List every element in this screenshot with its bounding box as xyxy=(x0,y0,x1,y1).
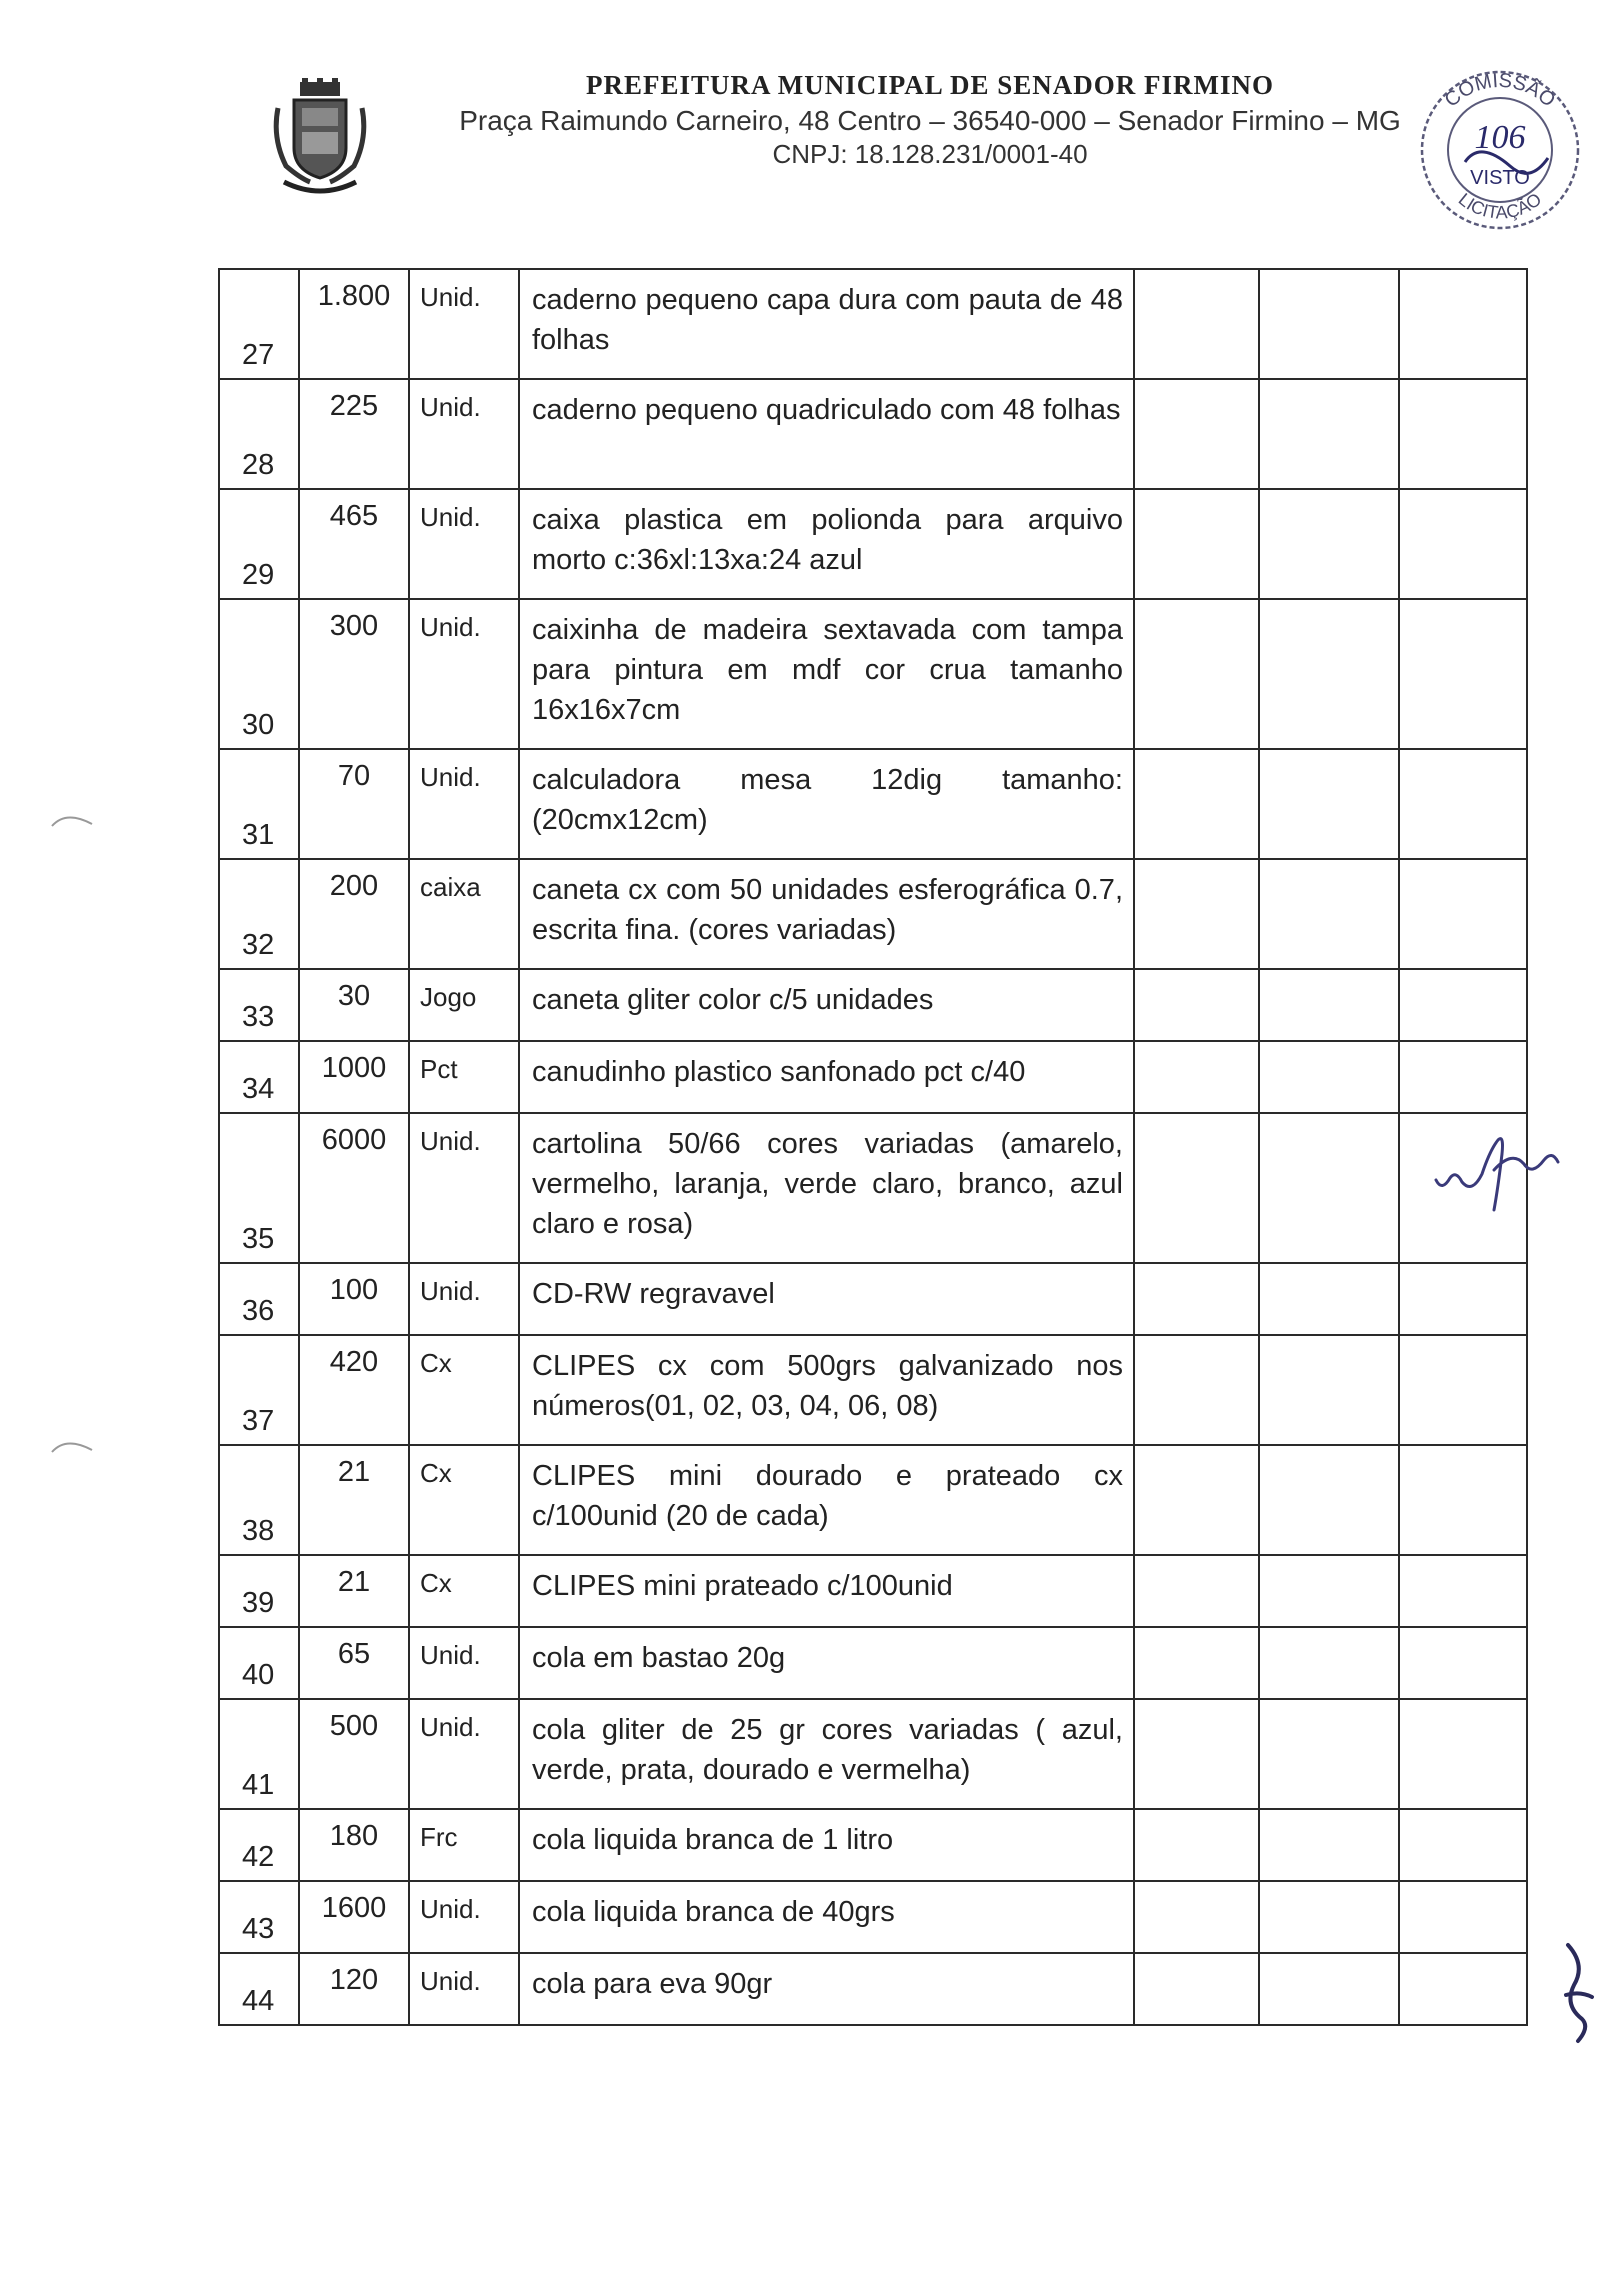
item-quantity: 21 xyxy=(299,1445,409,1555)
organization-cnpj: CNPJ: 18.128.231/0001-40 xyxy=(772,139,1088,169)
table-row xyxy=(219,1263,1527,1335)
empty-cell xyxy=(1259,1555,1399,1627)
svg-text:COMISSÃO xyxy=(1441,70,1560,112)
empty-cell xyxy=(1259,1041,1399,1113)
table-row xyxy=(219,1445,1527,1555)
empty-cell xyxy=(1134,1881,1259,1953)
item-description: cola em bastao 20g xyxy=(519,1627,1134,1699)
stamp-bottom-text: LICITAÇÃO xyxy=(1454,188,1546,223)
empty-cell xyxy=(1134,599,1259,749)
handwritten-initials-signature xyxy=(1432,1110,1562,1220)
organization-address: Praça Raimundo Carneiro, 48 Centro – 36540-000 – Senador Firmino – MG xyxy=(459,105,1401,136)
item-quantity: 180 xyxy=(299,1809,409,1881)
item-number: 44 xyxy=(219,1953,299,2025)
stamp-label: VISTO xyxy=(1470,167,1530,189)
item-unit: Cx xyxy=(409,1555,519,1627)
empty-cell xyxy=(1259,1809,1399,1881)
item-description: cola para eva 90gr xyxy=(519,1953,1134,2025)
empty-cell xyxy=(1399,1335,1527,1445)
empty-cell xyxy=(1259,1627,1399,1699)
item-quantity: 300 xyxy=(299,599,409,749)
empty-cell xyxy=(1134,859,1259,969)
table-row xyxy=(219,749,1527,859)
empty-cell xyxy=(1399,1555,1527,1627)
item-description: caderno pequeno capa dura com pauta de 48 folhas xyxy=(519,269,1134,379)
item-quantity: 65 xyxy=(299,1627,409,1699)
item-number: 36 xyxy=(219,1263,299,1335)
item-description: caneta gliter color c/5 unidades xyxy=(519,969,1134,1041)
table-row xyxy=(219,969,1527,1041)
item-unit: Unid. xyxy=(409,489,519,599)
empty-cell xyxy=(1259,749,1399,859)
table-row xyxy=(219,1041,1527,1113)
item-unit: Unid. xyxy=(409,1263,519,1335)
item-unit: Cx xyxy=(409,1335,519,1445)
item-unit: Cx xyxy=(409,1445,519,1555)
item-description: cartolina 50/66 cores variadas (amarelo, vermelho, laranja, verde claro, branco, azul claro e rosa) xyxy=(519,1113,1134,1263)
stamp-page-number: 106 xyxy=(1474,119,1526,156)
empty-cell xyxy=(1134,269,1259,379)
table-row xyxy=(219,599,1527,749)
scan-mark xyxy=(48,806,98,830)
empty-cell xyxy=(1259,379,1399,489)
handwritten-rubric-signature xyxy=(1560,1935,1596,2045)
items-table xyxy=(218,268,1528,2026)
item-description: CD-RW regravavel xyxy=(519,1263,1134,1335)
table-row xyxy=(219,1809,1527,1881)
municipal-crest-icon xyxy=(270,78,370,196)
item-quantity: 100 xyxy=(299,1263,409,1335)
empty-cell xyxy=(1259,1881,1399,1953)
item-unit: Unid. xyxy=(409,269,519,379)
empty-cell xyxy=(1259,599,1399,749)
item-number: 31 xyxy=(219,749,299,859)
items-table-body xyxy=(219,269,1527,2025)
item-unit: Unid. xyxy=(409,379,519,489)
organization-title: PREFEITURA MUNICIPAL DE SENADOR FIRMINO xyxy=(585,70,1275,100)
empty-cell xyxy=(1259,859,1399,969)
item-unit: Unid. xyxy=(409,599,519,749)
item-number: 28 xyxy=(219,379,299,489)
empty-cell xyxy=(1259,269,1399,379)
item-description: canudinho plastico sanfonado pct c/40 xyxy=(519,1041,1134,1113)
item-quantity: 1600 xyxy=(299,1881,409,1953)
item-unit: Unid. xyxy=(409,1881,519,1953)
table-row xyxy=(219,379,1527,489)
item-description: CLIPES mini prateado c/100unid xyxy=(519,1555,1134,1627)
item-number: 40 xyxy=(219,1627,299,1699)
empty-cell xyxy=(1399,749,1527,859)
empty-cell xyxy=(1134,1041,1259,1113)
item-description: caixa plastica em polionda para arquivo morto c:36xl:13xa:24 azul xyxy=(519,489,1134,599)
empty-cell xyxy=(1399,599,1527,749)
item-description: calculadora mesa 12dig tamanho: (20cmx12cm) xyxy=(519,749,1134,859)
table-row xyxy=(219,1627,1527,1699)
item-quantity: 420 xyxy=(299,1335,409,1445)
item-number: 37 xyxy=(219,1335,299,1445)
item-number: 35 xyxy=(219,1113,299,1263)
item-description: cola liquida branca de 1 litro xyxy=(519,1809,1134,1881)
empty-cell xyxy=(1134,1809,1259,1881)
item-number: 42 xyxy=(219,1809,299,1881)
table-row xyxy=(219,1555,1527,1627)
table-row xyxy=(219,1953,1527,2025)
empty-cell xyxy=(1399,1627,1527,1699)
item-description: caixinha de madeira sextavada com tampa para pintura em mdf cor crua tamanho 16x16x7cm xyxy=(519,599,1134,749)
item-number: 29 xyxy=(219,489,299,599)
empty-cell xyxy=(1399,1445,1527,1555)
empty-cell xyxy=(1399,379,1527,489)
item-unit: Pct xyxy=(409,1041,519,1113)
empty-cell xyxy=(1134,1445,1259,1555)
item-unit: Unid. xyxy=(409,1699,519,1809)
item-number: 27 xyxy=(219,269,299,379)
item-unit: Frc xyxy=(409,1809,519,1881)
empty-cell xyxy=(1399,1953,1527,2025)
commission-stamp xyxy=(1410,62,1590,232)
table-row xyxy=(219,859,1527,969)
table-row xyxy=(219,1699,1527,1809)
item-description: cola liquida branca de 40grs xyxy=(519,1881,1134,1953)
empty-cell xyxy=(1399,1263,1527,1335)
item-quantity: 120 xyxy=(299,1953,409,2025)
item-number: 38 xyxy=(219,1445,299,1555)
empty-cell xyxy=(1399,1041,1527,1113)
item-number: 39 xyxy=(219,1555,299,1627)
empty-cell xyxy=(1134,1555,1259,1627)
table-row xyxy=(219,1113,1527,1263)
empty-cell xyxy=(1134,1263,1259,1335)
item-unit: Unid. xyxy=(409,1627,519,1699)
table-row xyxy=(219,489,1527,599)
empty-cell xyxy=(1134,1335,1259,1445)
empty-cell xyxy=(1134,489,1259,599)
empty-cell xyxy=(1259,1113,1399,1263)
empty-cell xyxy=(1134,1699,1259,1809)
item-quantity: 21 xyxy=(299,1555,409,1627)
item-number: 32 xyxy=(219,859,299,969)
empty-cell xyxy=(1134,749,1259,859)
item-description: caderno pequeno quadriculado com 48 folhas xyxy=(519,379,1134,489)
item-number: 33 xyxy=(219,969,299,1041)
empty-cell xyxy=(1399,1699,1527,1809)
item-description: CLIPES mini dourado e prateado cx c/100unid (20 de cada) xyxy=(519,1445,1134,1555)
empty-cell xyxy=(1259,489,1399,599)
empty-cell xyxy=(1134,1113,1259,1263)
item-quantity: 6000 xyxy=(299,1113,409,1263)
item-unit: Unid. xyxy=(409,1953,519,2025)
empty-cell xyxy=(1399,859,1527,969)
item-description: caneta cx com 50 unidades esferográfica 0.7, escrita fina. (cores variadas) xyxy=(519,859,1134,969)
item-number: 30 xyxy=(219,599,299,749)
empty-cell xyxy=(1259,1263,1399,1335)
item-number: 34 xyxy=(219,1041,299,1113)
empty-cell xyxy=(1259,1953,1399,2025)
empty-cell xyxy=(1259,969,1399,1041)
item-number: 43 xyxy=(219,1881,299,1953)
stamp-top-text: COMISSÃO xyxy=(1440,69,1560,112)
item-description: cola gliter de 25 gr cores variadas ( azul, verde, prata, dourado e vermelha) xyxy=(519,1699,1134,1809)
empty-cell xyxy=(1134,1953,1259,2025)
empty-cell xyxy=(1259,1335,1399,1445)
item-quantity: 1000 xyxy=(299,1041,409,1113)
empty-cell xyxy=(1399,269,1527,379)
empty-cell xyxy=(1399,1881,1527,1953)
item-unit: Unid. xyxy=(409,1113,519,1263)
item-quantity: 500 xyxy=(299,1699,409,1809)
item-unit: Unid. xyxy=(409,749,519,859)
item-quantity: 200 xyxy=(299,859,409,969)
empty-cell xyxy=(1399,489,1527,599)
item-unit: Jogo xyxy=(409,969,519,1041)
table-row xyxy=(219,1881,1527,1953)
empty-cell xyxy=(1399,969,1527,1041)
empty-cell xyxy=(1399,1809,1527,1881)
table-row xyxy=(219,269,1527,379)
empty-cell xyxy=(1134,969,1259,1041)
item-unit: caixa xyxy=(409,859,519,969)
item-description: CLIPES cx com 500grs galvanizado nos números(01, 02, 03, 04, 06, 08) xyxy=(519,1335,1134,1445)
item-quantity: 1.800 xyxy=(299,269,409,379)
table-row xyxy=(219,1335,1527,1445)
svg-text:LICITAÇÃO xyxy=(1455,189,1545,223)
letterhead xyxy=(440,70,1420,170)
item-quantity: 465 xyxy=(299,489,409,599)
empty-cell xyxy=(1134,379,1259,489)
empty-cell xyxy=(1134,1627,1259,1699)
empty-cell xyxy=(1259,1445,1399,1555)
item-quantity: 70 xyxy=(299,749,409,859)
empty-cell xyxy=(1259,1699,1399,1809)
item-quantity: 225 xyxy=(299,379,409,489)
scan-mark xyxy=(48,1432,98,1456)
item-quantity: 30 xyxy=(299,969,409,1041)
item-number: 41 xyxy=(219,1699,299,1809)
